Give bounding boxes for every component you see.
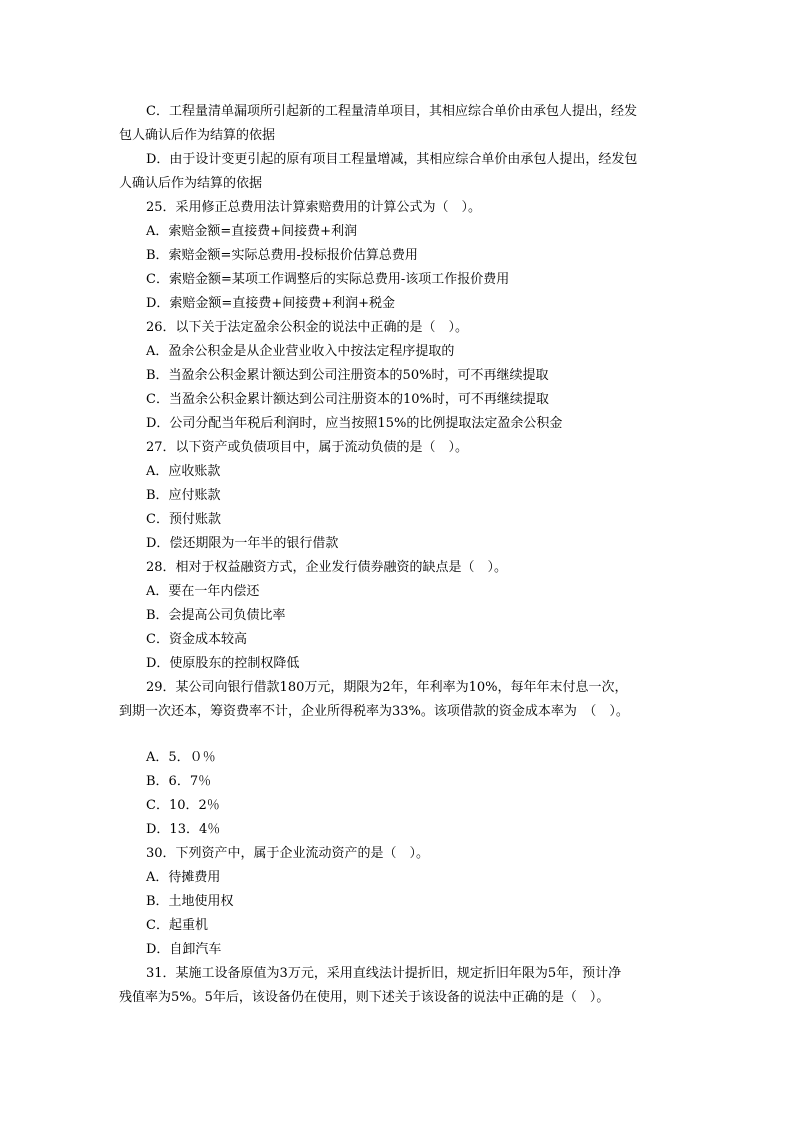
question-29-option-a: A．5．０％ xyxy=(146,750,216,765)
question-30: 30．下列资产中，属于企业流动资产的是（ ）。 xyxy=(146,846,430,861)
question-29-line-2: 到期一次还本，筹资费率不计，企业所得税率为33%。该项借款的资金成本率为 （ ）。 xyxy=(119,704,629,719)
option-d-line-2: 人确认后作为结算的依据 xyxy=(119,176,263,191)
question-28-option-a: A．要在一年内偿还 xyxy=(146,584,260,599)
question-25: 25．采用修正总费用法计算索赔费用的计算公式为（ ）。 xyxy=(146,200,482,215)
question-29-option-c: C．10．2％ xyxy=(146,798,220,813)
question-26: 26．以下关于法定盈余公积金的说法中正确的是（ ）。 xyxy=(146,320,469,335)
question-text-block xyxy=(119,100,679,1010)
question-27-option-a: A．应收账款 xyxy=(146,464,221,479)
question-31-line-1: 31．某施工设备原值为3万元，采用直线法计提折旧，规定折旧年限为5年，预计净 xyxy=(146,966,622,981)
question-26-option-c: C．当盈余公积金累计额达到公司注册资本的10%时，可不再继续提取 xyxy=(146,392,549,407)
question-26-option-d: D．公司分配当年税后利润时，应当按照15%的比例提取法定盈余公积金 xyxy=(146,416,563,431)
question-30-option-a: A．待摊费用 xyxy=(146,870,221,885)
question-28-option-b: B．会提高公司负债比率 xyxy=(146,608,286,623)
question-25-option-a: A．索赔金额=直接费+间接费+利润 xyxy=(146,224,358,239)
question-25-option-d: D．索赔金额=直接费+间接费+利润+税金 xyxy=(146,296,395,311)
question-29-option-d: D．13．4％ xyxy=(146,822,221,837)
blank-spacer xyxy=(119,724,679,746)
question-29-option-b: B．6．7％ xyxy=(146,774,212,789)
question-27-option-d: D．偿还期限为一年半的银行借款 xyxy=(146,536,339,551)
option-c-line-2: 包人确认后作为结算的依据 xyxy=(119,128,276,143)
question-30-option-d: D．自卸汽车 xyxy=(146,942,222,957)
question-28: 28．相对于权益融资方式，企业发行债券融资的缺点是（ ）。 xyxy=(146,560,508,575)
option-c-line-1: C．工程量清单漏项所引起新的工程量清单项目，其相应综合单价由承包人提出，经发 xyxy=(146,104,637,119)
question-29-line-1: 29．某公司向银行借款180万元，期限为2年，年利率为10%，每年年末付息一次， xyxy=(146,680,628,695)
option-d-line-1: D．由于设计变更引起的原有项目工程量增减，其相应综合单价由承包人提出，经发包 xyxy=(146,152,638,167)
question-25-option-c: C．索赔金额=某项工作调整后的实际总费用-该项工作报价费用 xyxy=(146,272,510,287)
question-31-line-2: 残值率为5%。5年后，该设备仍在使用，则下述关于该设备的说法中正确的是（ ）。 xyxy=(119,990,610,1005)
question-30-option-c: C．起重机 xyxy=(146,918,208,933)
question-30-option-b: B．土地使用权 xyxy=(146,894,234,909)
question-26-option-a: A．盈余公积金是从企业营业收入中按法定程序提取的 xyxy=(146,344,455,359)
question-28-option-c: C．资金成本较高 xyxy=(146,632,247,647)
question-27-option-b: B．应付账款 xyxy=(146,488,221,503)
question-25-option-b: B．索赔金额=实际总费用-投标报价估算总费用 xyxy=(146,248,418,263)
question-27: 27．以下资产或负债项目中，属于流动负债的是（ ）。 xyxy=(146,440,469,455)
question-26-option-b: B．当盈余公积金累计额达到公司注册资本的50%时，可不再继续提取 xyxy=(146,368,549,383)
question-27-option-c: C．预付账款 xyxy=(146,512,221,527)
question-28-option-d: D．使原股东的控制权降低 xyxy=(146,656,300,671)
